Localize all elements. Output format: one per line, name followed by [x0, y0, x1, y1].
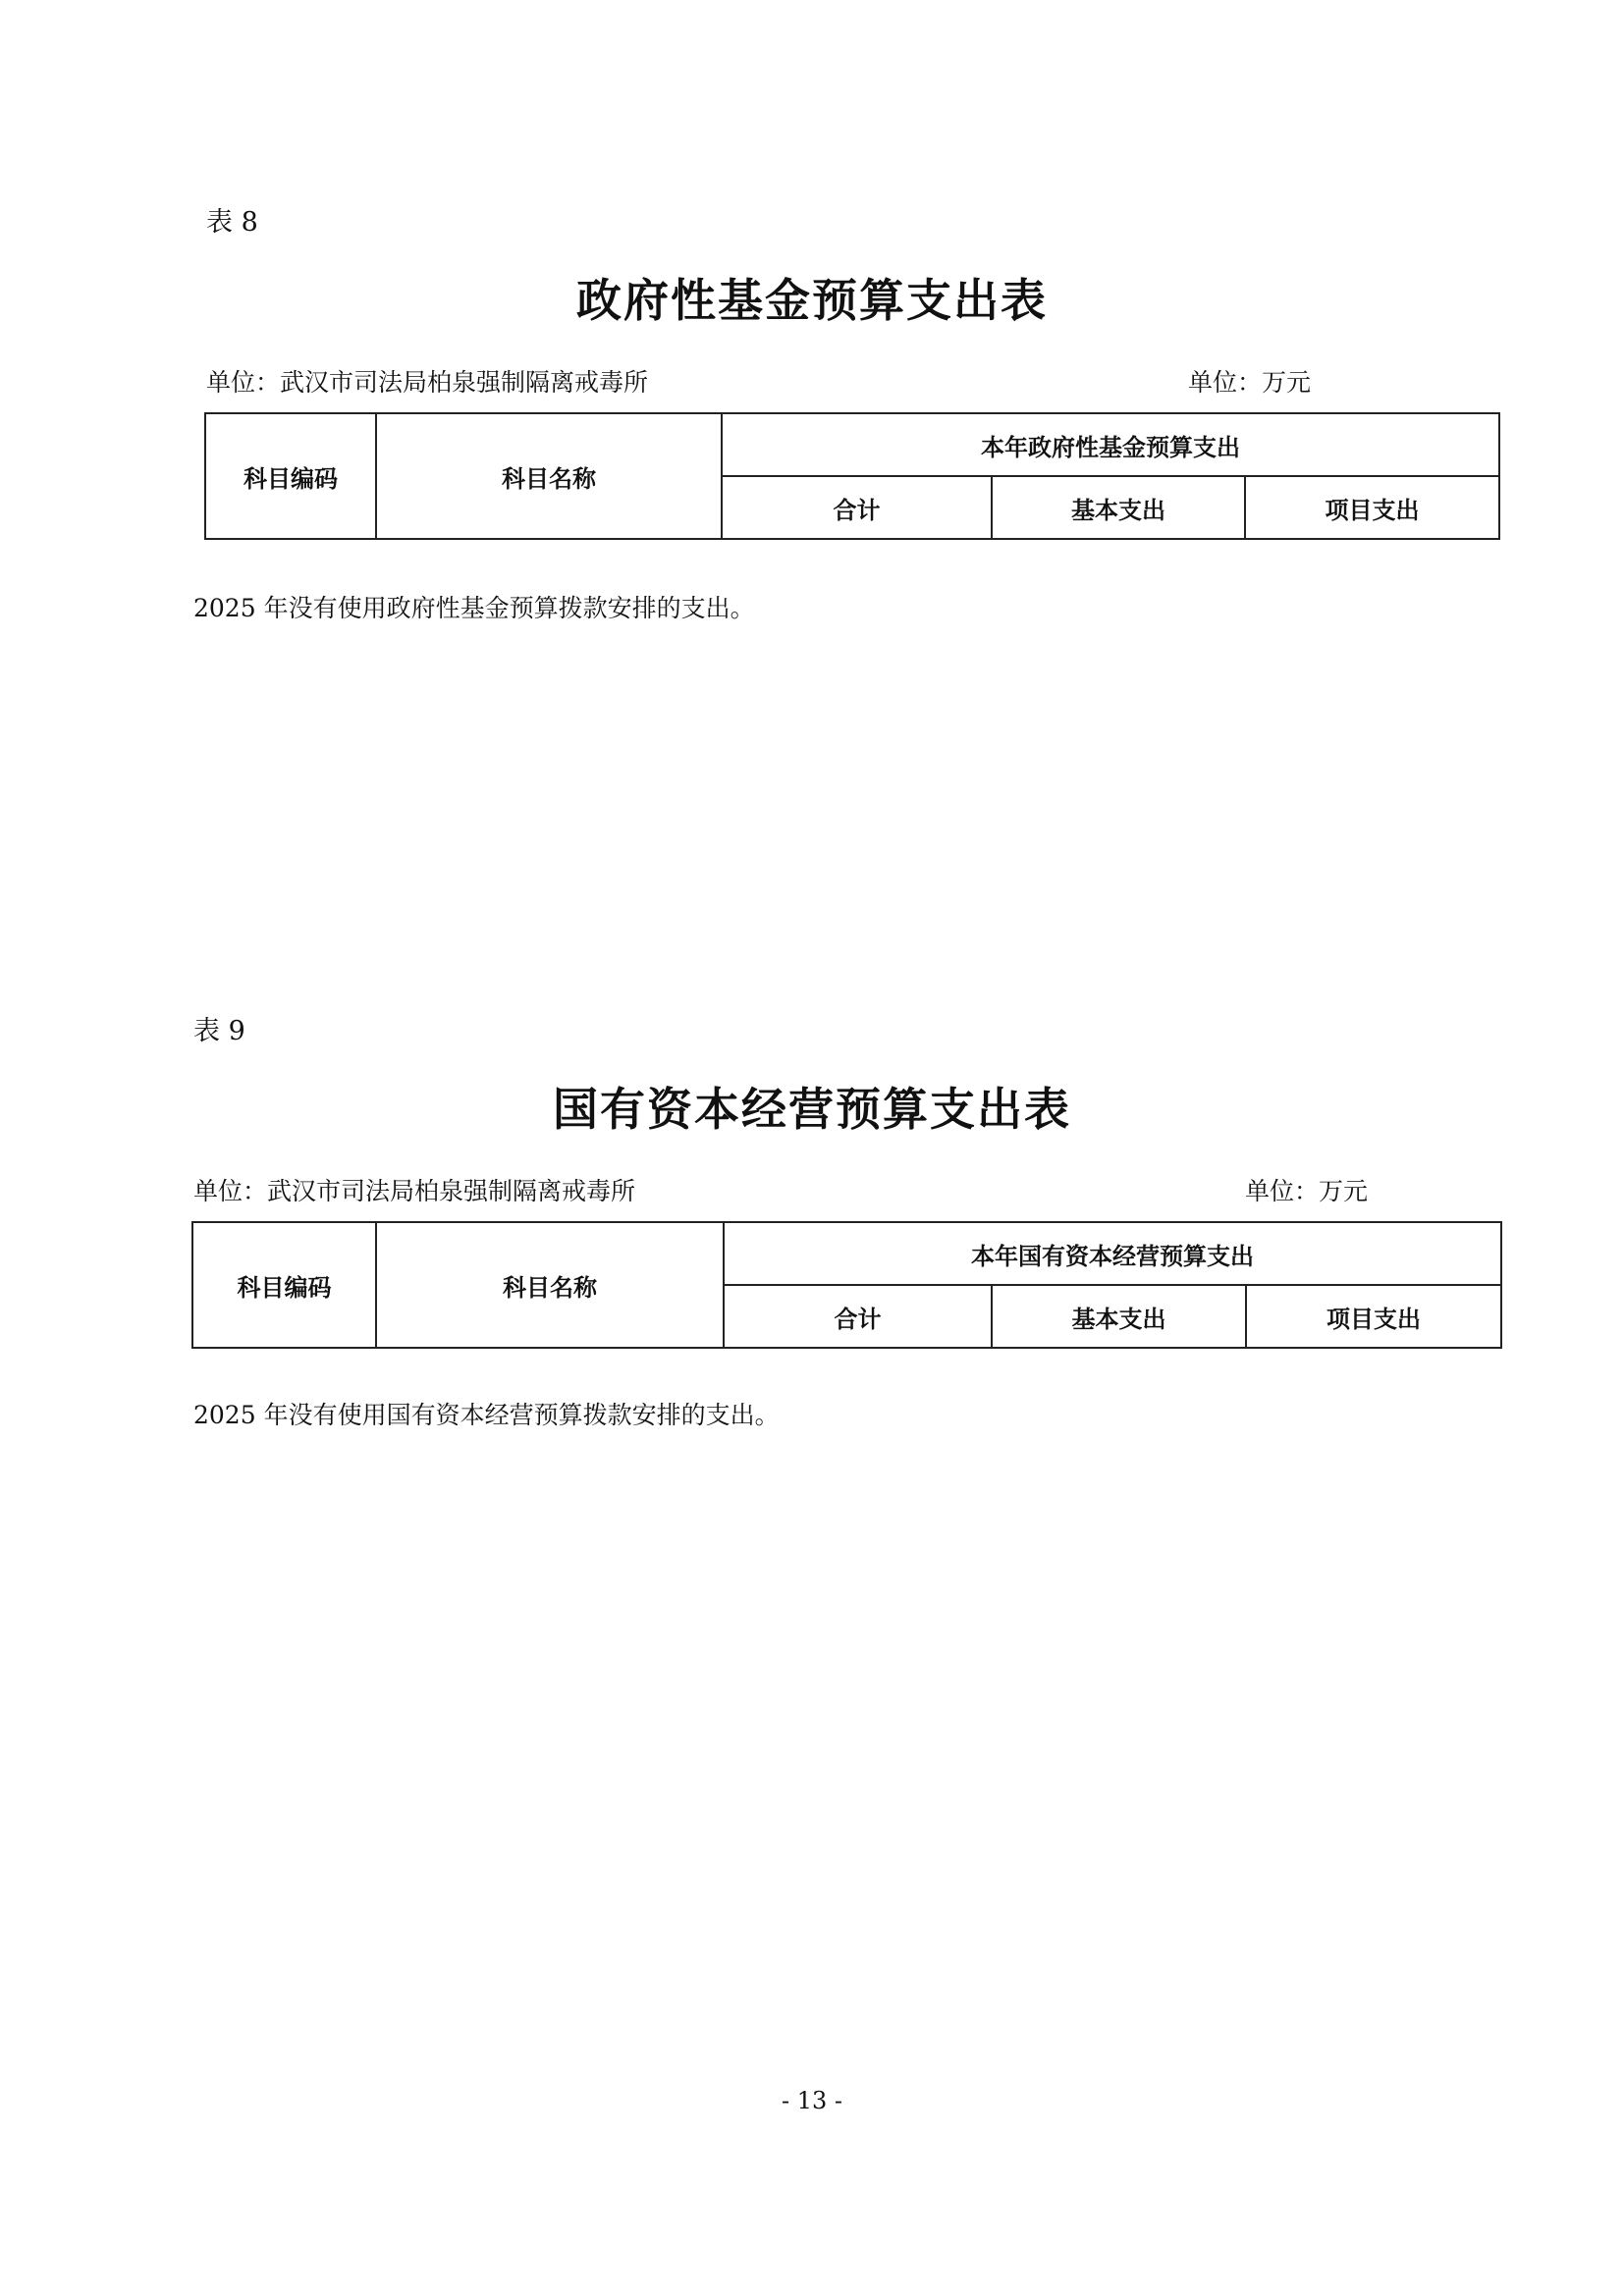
table-9-note: 2025 年没有使用国有资本经营预算拨款安排的支出。 — [193, 1401, 780, 1429]
column-header-total: 合计 — [724, 1285, 992, 1348]
table-8-title: 政府性基金预算支出表 — [576, 274, 1048, 327]
table-8-unit: 单位：万元 — [1188, 368, 1312, 397]
table-9-unit: 单位：万元 — [1245, 1177, 1369, 1205]
column-header-code: 科目编码 — [205, 413, 376, 539]
column-header-name: 科目名称 — [376, 413, 722, 539]
column-header-group: 本年政府性基金预算支出 — [722, 413, 1499, 476]
column-header-basic: 基本支出 — [992, 1285, 1246, 1348]
table-8-note: 2025 年没有使用政府性基金预算拨款安排的支出。 — [193, 594, 755, 622]
column-header-project: 项目支出 — [1246, 1285, 1501, 1348]
column-header-name: 科目名称 — [376, 1222, 724, 1348]
column-header-group: 本年国有资本经营预算支出 — [724, 1222, 1501, 1285]
column-header-total: 合计 — [722, 476, 992, 539]
table-8-header-row-1 — [205, 413, 1499, 476]
table-9-header-row-1 — [192, 1222, 1501, 1285]
table-9-title: 国有资本经营预算支出表 — [553, 1083, 1071, 1136]
table-9-label: 表 9 — [193, 1016, 245, 1046]
table-8-label: 表 8 — [206, 207, 258, 238]
column-header-project: 项目支出 — [1245, 476, 1499, 539]
column-header-basic: 基本支出 — [992, 476, 1245, 539]
table-9-org: 单位：武汉市司法局柏泉强制隔离戒毒所 — [193, 1177, 636, 1205]
column-header-code: 科目编码 — [192, 1222, 376, 1348]
page-number: - 13 - — [781, 2087, 842, 2114]
table-9 — [191, 1221, 1502, 1349]
table-8-org: 单位：武汉市司法局柏泉强制隔离戒毒所 — [206, 368, 649, 397]
table-8 — [204, 412, 1500, 540]
